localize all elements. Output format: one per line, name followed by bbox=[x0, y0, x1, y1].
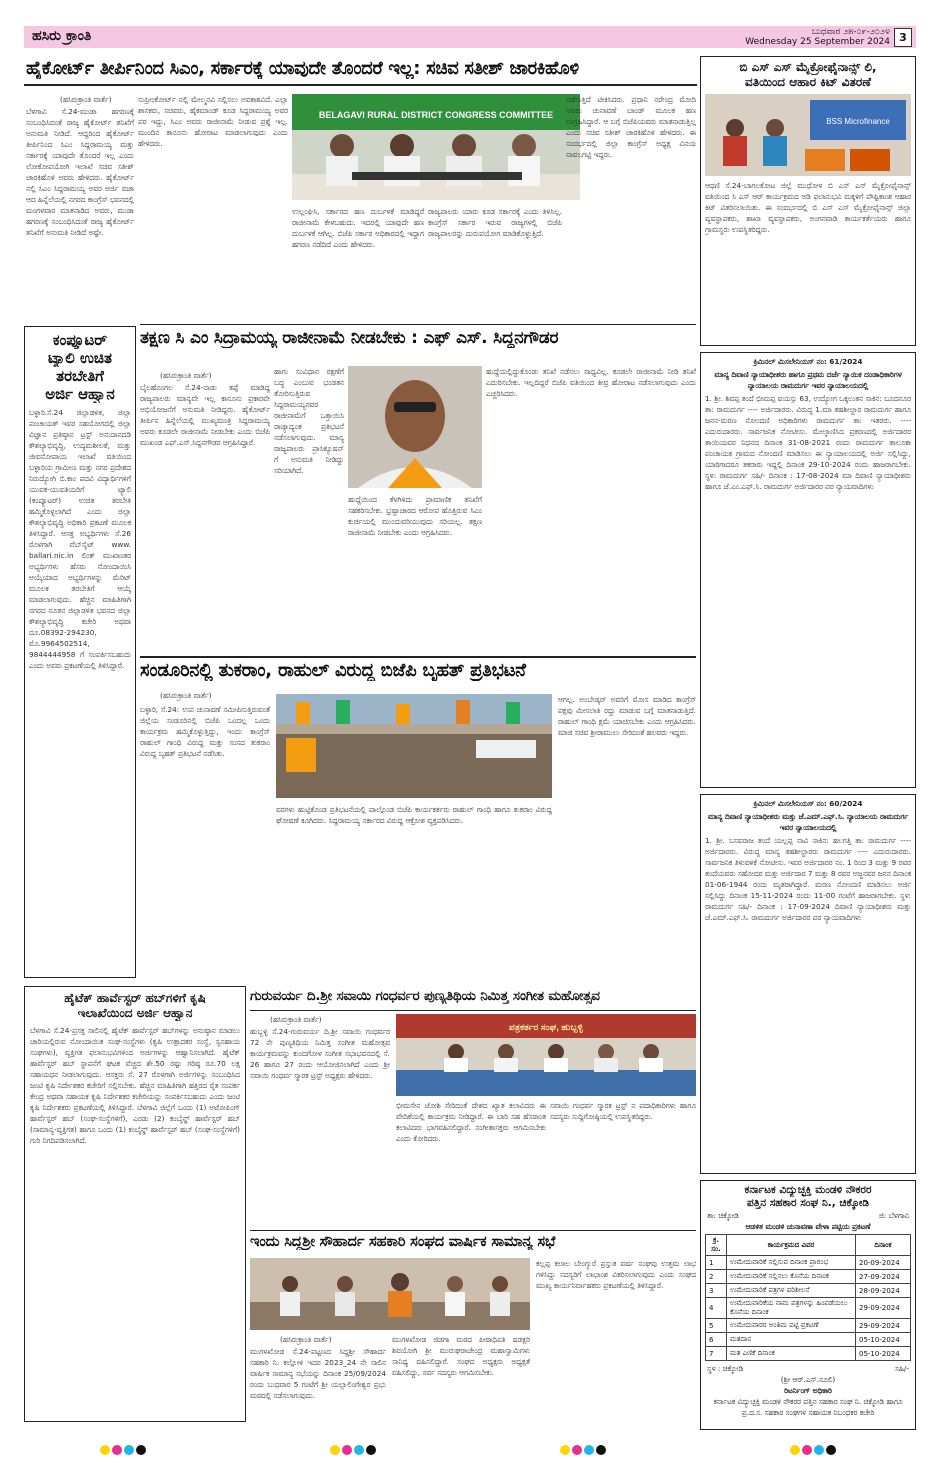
registration-marks-1 bbox=[100, 1440, 148, 1459]
lead-headline: ಹೈಕೋರ್ಟ್ ತೀರ್ಪಿನಿಂದ ಸಿಎಂ, ಸರ್ಕಾರಕ್ಕೆ ಯಾವುದೇ ತೊಂದರೆ ಇಲ್ಲ: ಸಚಿವ ಸತೀಶ್ ಜಾರಕಿಹೊಳಿ bbox=[26, 58, 579, 79]
reg-dot-magenta bbox=[342, 1445, 352, 1455]
reg-dot-cyan bbox=[354, 1445, 364, 1455]
bss-body: ಆಥಣಿ ಸೆ.24-ಬಾಗಲಕೋಟ ಜಿಲ್ಲೆ ಮುಧೋಳ ಬಿ ಎಸ್ ಎಸ್ ಮೈಕ್ರೋಫೈನಾನ್ಸ್ ವತಿಯಿಂದ ಸಿ ಎಸ್ ಆರ್ ಕಾರ್ಯಕ್ರಮದ ಅಡಿ ಫಲಾನುಭವಿ ಮಕ್ಕಳಿಗೆ ಪೌಷ್ಟಿಕಾಂಶ ಆಹಾರ ಕಿಟ್ ವಿತರಿಸಲಾಯಿತು. ಈ ಸಂದರ್ಭದಲ್ಲಿ ಬಿ ಎಸ್ ಎಸ್ ಮೈಕ್ರೋಫೈನಾನ್ಸ್ ಜಿಲ್ಲಾ ವ್ಯವಸ್ಥಾಪಕರು, ಶಾಖಾ ವ್ಯವಸ್ಥಾಪಕರು, ಅಂಗನವಾಡಿ ಕಾರ್ಯಕರ್ತೆಯರು ಹಾಗೂ ಗ್ರಾಮಸ್ಥರು ಉಪಸ್ಥಿತರಿದ್ದರು. bbox=[705, 181, 911, 234]
newspaper-name: ಹಸಿರು ಕ್ರಾಂತಿ bbox=[32, 28, 92, 44]
bss-headline-line2: ವತಿಯಿಂದ ಆಹಾರ ಕಿಟ್ ವಿತರಣೆ bbox=[745, 75, 871, 89]
siddanagoudar-photo-image bbox=[348, 366, 482, 488]
bss-photo-image bbox=[705, 94, 911, 176]
election-title-line1: ಕರ್ನಾಟಕ ವಿದ್ಯುಚ್ಛಕ್ತಿ ಮಂಡಳಿ ನೌಕರರ bbox=[744, 1184, 872, 1196]
registration-marks-4 bbox=[790, 1440, 838, 1459]
third-dateline: (ಹಸಿರುಕ್ರಾಂತಿ ವಾರ್ತೆ) bbox=[160, 691, 212, 700]
lead-rule bbox=[24, 84, 697, 86]
lead-col-1: ಬೆಳಗಾವಿ ಸೆ.24-ಮುಡಾ ಹಗರಣಕ್ಕೆ ಸಂಬಂಧಿಸಿದಂತೆ ರಾಜ್ಯ ಹೈಕೋರ್ಟ್ ತನಿಖೆಗೆ ಅನುಮತಿ ನೀಡಿದೆ. ಆದ್ದರಿಂದ ಹೈಕೋರ್ಟ್ ತೀರ್ಪಿನಿಂದ ಸಿಎಂ ಸಿದ್ದರಾಮಯ್ಯ ಮತ್ತು ಸರ್ಕಾರಕ್ಕೆ ಯಾವುದೇ ತೊಂದರೆ ಇಲ್ಲ ಎಂದು ಲೋಕೋಪಯೋಗಿ ಇಲಾಖೆ ಸಚಿವ ಸತೀಶ್ ಜಾರಕಿಹೊಳಿ ಅವರು ಹೇಳಿದರು. ಹೈಕೋರ್ಟ್ ನಲ್ಲಿ ಸಿಎಂ ಸಿದ್ದರಾಮಯ್ಯ ಅವರ ಅರ್ಜಿ ವಜಾ ಆದ ಹಿನ್ನೆಲೆಯಲ್ಲಿ ನಗರದ ಕಾಂಗ್ರೆಸ್ ಭವನದಲ್ಲಿ ಮಂಗಳವಾರ ಮಾತನಾಡಿದ ಅವರು, ಮುಡಾ ಹಗರಣಕ್ಕೆ ಸಂಬಂಧಿಸಿದಂತೆ ರಾಜ್ಯ ಹೈಕೋರ್ಟ್ ತನಿಖೆಗೆ ಅನುಮತಿ ನೀಡಿದೆ ಅಷ್ಟೇ. bbox=[26, 107, 134, 237]
reg-dot-black bbox=[596, 1445, 606, 1455]
second-col-4: ಹುದ್ದೆಯಲ್ಲಿದ್ದುಕೊಂಡು ತನಿಖೆ ನಡೆಸಲು ಸಾಧ್ಯವಿಲ್ಲ. ಕೂಡಲೇ ರಾಜೀನಾಮೆ ನೀಡಿ ತನಿಖೆ ಎದುರಿಸಬೇಕು. ಇಲ್ಲದಿದ್ದರೆ ಬಿಜೆಪಿ ವತಿಯಿಂದ ತೀವ್ರ ಹೋರಾಟ ನಡೆಸಲಾಗುವುದು ಎಂದು ಎಚ್ಚರಿಸಿದರು. bbox=[486, 367, 696, 398]
bss-story bbox=[700, 56, 916, 346]
election-officer-name: (ಶ್ರೀ ಆರ್.ಎಸ್.ನೂಲಿ) bbox=[780, 1375, 836, 1384]
reg-dot-yellow bbox=[100, 1445, 110, 1455]
reg-dot-cyan bbox=[124, 1445, 134, 1455]
election-table-header bbox=[706, 1235, 911, 1256]
election-officer-org: ಕರ್ನಾಟಕ ವಿದ್ಯುಚ್ಛಕ್ತಿ ಮಂಡಳಿ ನೌಕರರ ಪತ್ತಿನ ಸಹಕಾರ ಸಂಘ ನಿ. ಚಿಕ್ಕೋಡಿ ಹಾಗೂ ಪ್ರ.ದ.ಸ. ಸಹಕಾರ ಸಂಘಗಳ ಸಹಾಯಕ ನಿಬಂಧಕರ ಕಚೇರಿ bbox=[713, 1397, 903, 1417]
row-activity: ಉಮೇದುವಾರಿಕೆ ಪತ್ರಗಳ ಪರಿಶೀಲನೆ bbox=[727, 1284, 856, 1298]
row-date: 05-10-2024 bbox=[856, 1347, 911, 1361]
souharda-rule bbox=[250, 1230, 696, 1231]
table-row bbox=[706, 1298, 911, 1319]
row-no: 4 bbox=[706, 1298, 727, 1319]
notice1-case-no: ಕ್ರಿಮಿನಲ್ ಮಿಸಲೇನಿಯಸ್ ನಂ: 61/2024 bbox=[753, 357, 863, 366]
col-no-header: ಕ್ರ. ಸಂ. bbox=[706, 1235, 727, 1256]
election-reg-left: ತಾ: ಚಿಕ್ಕೋಡಿ bbox=[707, 1211, 739, 1220]
press-meet-photo bbox=[396, 1014, 696, 1096]
second-dateline: (ಹಸಿರುಕ್ರಾಂತಿ ವಾರ್ತೆ) bbox=[160, 371, 212, 380]
notice2-case-no: ಕ್ರಿಮಿನಲ್ ಮಿಸಲೇನಿಯಸ್ ನಂ: 60/2024 bbox=[753, 799, 863, 808]
page-header bbox=[24, 26, 916, 48]
row-no: 1 bbox=[706, 1256, 727, 1270]
hitech-story bbox=[24, 986, 246, 1422]
second-col-2: ಹಾಗು ಸಂವಿಧಾನ ರಕ್ಷಣೆಗೆ ಬದ್ಧ ಎಂಬುವ ಭಂಡತನ ತೋರಿಸುತ್ತಿರುವ ಸಿದ್ದರಾಮಯ್ಯನವರ ರಾಜೀನಾಮೆಗೆ ಒತ್ತಾಯಿಸಿ ರಾಜ್ಯಾದ್ಯಂತ ಪ್ರತಿಭಟನೆ ನಡೆಸಲಾಗುವುದು. ಮಾನ್ಯ ರಾಜ್ಯಪಾಲರು ಪ್ರಾಸಿಕ್ಯೂಷನ್ ಗೆ ಅನುಮತಿ ನೀಡಿದ್ದು ಸರಿಯಾಗಿದೆ. bbox=[274, 367, 344, 475]
election-reg-right: ಜಿ: ಬೆಳಗಾವಿ bbox=[878, 1211, 909, 1220]
reg-dot-black bbox=[136, 1445, 146, 1455]
reg-dot-cyan bbox=[814, 1445, 824, 1455]
notice1-court: ಮಾನ್ಯ ದಿವಾಣಿ ನ್ಯಾಯಾಧೀಶರು ಹಾಗೂ ಪ್ರಥಮ ದರ್ಜೆ ನ್ಯಾಯಿಕ ದಂಡಾಧಿಕಾರಿಗಳ ನ್ಯಾಯಾಲಯ ರಾಮದುರ್ಗ ಇವರ ನ್ಯಾಯಾಲಯದಲ್ಲಿ bbox=[714, 370, 902, 390]
lead-photo-banner: BELAGAVI RURAL DISTRICT CONGRESS COMMITTEE bbox=[318, 110, 554, 120]
row-activity: ಮತ ಎಣಿಕೆ ದಿನಾಂಕ bbox=[727, 1347, 856, 1361]
election-officer-title: ರಿಟರ್ನಿಂಗ್ ಅಧಿಕಾರಿ bbox=[784, 1386, 832, 1395]
lead-col-2: ಸುಪ್ರೀಂಕೋರ್ಟ್ ನಲ್ಲಿ ಮೇಲ್ಮನವಿ ಸಲ್ಲಿಸಲು ಅವಕಾಶವಿದೆ. ಎಲ್ಲಾ ಶಾಸಕರು, ಸಚಿವರು, ಹೈಕಮಾಂಡ್ ಕೂಡ ಸಿದ್ದರಾಮಯ್ಯ ಅವರ ಪರ ಇದ್ದು, ಸಿಎಂ ಅವರು ರಾಜೀನಾಮೆ ನೀಡುವ ಪ್ರಶ್ನೆ ಇಲ್ಲ. ಮುಂದಿನ ಕಾನೂನು ಹೋರಾಟ ಮಾಡಲಾಗುವುದು ಎಂದು ಹೇಳಿದರು. bbox=[138, 95, 288, 148]
reg-dot-yellow bbox=[330, 1445, 340, 1455]
third-col-1: ಬಳ್ಳಾರಿ, ಸೆ.24: ಉಪ ಚುನಾವಣೆ ಸಮೀಪಿಸುತ್ತಿರುವಂತೆ ಜಿಲ್ಲೆಯ ಸಂಡೂರಿನಲ್ಲಿ ಬಿಜೆಪಿ ಒಂದಲ್ಲ ಒಂದು ಕಾರ್ಯಕ್ರಮ ಹಮ್ಮಿಕೊಳ್ಳುತ್ತಿದ್ದು, ಇಂದು ಕಾಂಗ್ರೆಸ್ ರಾಹುಲ್ ಗಾಂಧಿ ವಿರುದ್ದ ಮತ್ತು ಸಂಸದ ತುಕರಾಂ ವಿರುದ್ದ ಬೃಹತ್ ಪ್ರತಿಭಟನೆ ನಡೆಸಿತು. bbox=[140, 705, 270, 758]
reg-dot-magenta bbox=[112, 1445, 122, 1455]
row-date: 20-09-2024 bbox=[856, 1256, 911, 1270]
souharda-headline: ಇಂದು ಸಿದ್ದಶ್ರೀ ಸೌಹಾರ್ದ ಸಹಕಾರಿ ಸಂಘದ ವಾರ್ಷಿಕ ಸಾಮಾನ್ಯ ಸಭೆ bbox=[250, 1234, 556, 1250]
hitech-headline-line2: ಇಲಾಖೆಯಿಂದ ಅರ್ಜಿ ಆಹ್ವಾನ bbox=[77, 1006, 193, 1020]
music-rule bbox=[250, 1010, 696, 1011]
table-row bbox=[706, 1284, 911, 1298]
siddanagoudar-photo bbox=[348, 366, 482, 488]
reg-dot-yellow bbox=[560, 1445, 570, 1455]
court-notice-1 bbox=[700, 352, 916, 788]
table-row bbox=[706, 1256, 911, 1270]
issue-date-kannada: ಬುಧವಾರ ೨೫-೦೯-೨೦೨೪ bbox=[811, 27, 890, 37]
table-row bbox=[706, 1347, 911, 1361]
lead-col-4: ರಾಜ್ಯಪಾಲರು ಯಾರು ಕೂಡ ಸರ್ಕಾರಕ್ಕೆ ಎಂದು ತಿಳಿಸಿಲ್ಲ. ಕಾಂಗ್ರೆಸ್ ಸರ್ಕಾರ ಇರುವ ರಾಜ್ಯಗಳಲ್ಲಿ ಬಿಜೆಪಿ ರಾಜ್ಯಪಾಲರನ್ನು ದುರುಪಯೋಗ ಮಾಡಿಕೊಳ್ಳುತ್ತಿದೆ. bbox=[428, 207, 562, 238]
table-row bbox=[706, 1270, 911, 1284]
election-notice bbox=[700, 1180, 916, 1430]
protest-photo-image bbox=[276, 694, 552, 798]
bss-photo-banner: BSS Microfinance bbox=[826, 117, 890, 126]
election-reg-row bbox=[707, 1210, 909, 1221]
reg-dot-black bbox=[826, 1445, 836, 1455]
protest-photo bbox=[276, 694, 552, 798]
lead-col-3: ಉಲ್ಲಂಘಿಸಿ, ಸರ್ಕಾರದ ಹಣ ದುರ್ಬಳಕೆ ಮಾಡಿದ್ದರೆ ರಾಜೀನಾಮೆ ಕೇಳಬಹುದು. ಇದರಲ್ಲಿ ಯಾವುದೇ ಹಣ ದುರ್ಬಳಕೆ ಆಗಿಲ್ಲ. ಬಿಜೆಪಿ ಸರ್ಕಾರ ಅಧಿಕಾರದಲ್ಲಿ ಇದ್ದಾಗ ಹಗರಣ ನಡೆದಿದೆ ಎಂದು ಹೇಳಿದರು. bbox=[292, 207, 424, 249]
election-sign: ಸಹಿ/- bbox=[895, 1364, 909, 1373]
bss-headline-line1: ಬಿ ಎಸ್ ಎಸ್ ಮೈಕ್ರೋಫೈನಾನ್ಸ್ ಲಿ, bbox=[739, 60, 877, 74]
election-footer-row bbox=[707, 1363, 909, 1374]
second-col-3: ಹುದ್ದೆಯಿಂದ ಕೆಳಗಿಳಿದು ಪ್ರಾಮಾಣಿಕ ತನಿಖೆಗೆ ಸಹಕರಿಸಬೇಕು. ಭ್ರಷ್ಟಾಚಾರದ ಆರೋಪ ಹೊತ್ತಿರುವ ಸಿಎಂ ಕುರ್ಚಿಯಲ್ಲಿ ಮುಂದುವರಿಯುವುದು ಸರಿಯಲ್ಲ. ತಕ್ಷಣ ರಾಜೀನಾಮೆ ನೀಡಬೇಕು ಎಂದು ಆಗ್ರಹಿಸಿದರು. bbox=[348, 495, 482, 537]
souharda-col-1: ಮುಗಳಖೋಡ ಸೆ.24-ಪಟ್ಟಣದ ಸಿದ್ದಶ್ರೀ ಸೌಹಾರ್ದ ಸಹಕಾರಿ ನಿ. ಕಲ್ಲೋಳಿ ಇದರ 2023_24 ನೇ ಸಾಲಿನ ವಾರ್ಷಿಕ ಸಾಮಾನ್ಯ ಸಭೆಯನ್ನು ದಿನಾಂಕ 25/09/2024 ರಂದು ಬುಧವಾರ 5 ಗಂಟೆಗೆ ಶ್ರೀ ಯಲ್ಲಾಲಿಂಗೇಶ್ವರ ಪ್ರಭು ಮಠದಲ್ಲಿ ನಡೆಸಲಾಗುವುದು. bbox=[250, 1347, 386, 1400]
hitech-headline-line1: ಹೈಟೆಕ್ ಹಾರ್ವೆಸ್ಟರ್ ಹಬ್‌ಗಳಿಗೆ ಕೃಷಿ bbox=[64, 991, 206, 1005]
election-table-wrap bbox=[705, 1234, 911, 1361]
table-row bbox=[706, 1333, 911, 1347]
press-meet-photo-image bbox=[396, 1014, 696, 1096]
notice2-court: ಮಾನ್ಯ ದಿವಾಣಿ ನ್ಯಾಯಾಧೀಶರು ಮತ್ತು ಜೆ.ಎಮ್.ಎಫ್.ಸಿ. ನ್ಯಾಯಾಲಯ ರಾಮದುರ್ಗ ಇವರ ನ್ಯಾಯಾಲಯದಲ್ಲಿ bbox=[707, 812, 909, 832]
souharda-col-2: ಮುಗಳಖೋಡ ಜಿಡಗಾ ಮಠದ ಪೀಠಾಧಿಪತಿ ಷಡಕ್ಷರಿ ಶಿವಯೋಗಿ ಶ್ರೀ ಮುರುಘರಾಜೇಂದ್ರ ಮಹಾಸ್ವಾಮಿಗಳು ಸಾನಿಧ್ಯ ವಹಿಸಲಿದ್ದಾರೆ. ಸಂಘದ ಅಧ್ಯಕ್ಷರು ಅಧ್ಯಕ್ಷತೆ ವಹಿಸಲಿದ್ದು, ಸರ್ವ ಸದಸ್ಯರು ಆಗಮಿಸಬೇಕು. bbox=[392, 1335, 530, 1377]
election-subtitle: ಆಡಳಿತ ಮಂಡಳಿ ಚುನಾವಣಾ ವೇಳಾ ಪಟ್ಟಿಯ ಪ್ರಕಟಣೆ bbox=[745, 1222, 871, 1231]
row-date: 29-09-2024 bbox=[856, 1298, 911, 1319]
tally-title-line1: ಕಂಪ್ಯೂಟರ್ bbox=[52, 331, 108, 349]
third-col-2: ವರಗಳು ಹುಟ್ಟಿಕೊಂಡ ಪ್ರತಿಭಟನೆಯಲ್ಲಿ ಪಾಲ್ಗೊಂಡ ಬಿಜೆಪಿ ಕಾರ್ಯಕರ್ತರು ರಾಹುಲ್ ಗಾಂಧಿ ಹಾಗೂ ತುಕರಾಂ ವಿರುದ್ದ ಘೋಷಣೆ ಕೂಗಿದರು. ಸಿದ್ದರಾಮಯ್ಯ ಸರ್ಕಾರದ ವಿರುದ್ದ ಆಕ್ರೋಶ ವ್ಯಕ್ತಪಡಿಸಿದರು. bbox=[276, 805, 552, 825]
registration-marks-3 bbox=[560, 1440, 608, 1459]
tally-title-line3: ತರಬೇತಿಗೆ bbox=[56, 367, 104, 385]
table-row bbox=[706, 1319, 911, 1333]
row-no: 3 bbox=[706, 1284, 727, 1298]
lead-col-5: ನಡೆಸುತ್ತಿದೆ ಟೀಕಿಸಿದರು. ಪ್ರಧಾನಿ ನರೇಂದ್ರ ಮೋದಿ ಅವರು ಚುನಾವಣೆ ಬಾಂಡ್ ಮೂಲಕ ಹಣ ಸಂಗ್ರಹಿಸಿದ್ದಾರೆ. ಆ ಬಗ್ಗೆ ಬಿಜೆಪಿಯವರು ಮಾತನಾಡುತ್ತಿಲ್ಲ ಎಂದು ಸಚಿವ ಸತೀಶ್ ಜಾರಕಿಹೊಳಿ ಹೇಳಿದರು. ಈ ಸಂದರ್ಭದಲ್ಲಿ ಜಿಲ್ಲಾ ಕಾಂಗ್ರೆಸ್ ಅಧ್ಯಕ್ಷ ವಿನಯ ನಾವಲಗಟ್ಟಿ ಇದ್ದರು. bbox=[566, 95, 696, 159]
issue-date-english: Wednesday 25 September 2024 bbox=[745, 37, 890, 47]
tally-title-line2: ಟ್ಯಾಲಿ ಉಚಿತ bbox=[48, 349, 112, 367]
notice2-body: 1. ಶ್ರೀ. ಬಸವರಾಜ ತಂದೆ ಯಲ್ಲಪ್ಪ ನಾವಿ ಸಾಕಿನ: ಹಲಗತ್ತಿ ತಾ: ರಾಮದುರ್ಗ ---- ಅರ್ಜಿದಾರರು. ವಿರುದ್ಧ ಮಾನ್ಯ ತಹಶೀಲ್ದಾರರು ರಾಮದುರ್ಗ ---- ಎದುರುದಾರರು. ಸಾರ್ವಜನಿಕ ತಿಳುವಳಿಕೆ ನೋಟೀಸು. ಇವರ ಅರ್ಜಿದಾರರ ನಂ. 1 ರಿಂದ 3 ಮತ್ತು 9 ರವರ ತಂದೆಯವರು ಸಹೋದರ ಮತ್ತು ಅರ್ಜಿದಾರ 7 ಮತ್ತು 8 ರವರ ಅಜ್ಜನವರ ಜನನ ದಿನಾಂಕ 01-06-1944 ರಂದು ಮೃತರಾಗಿದ್ದಾರೆ. ಮರಣ ನೋಂದಣಿ ಮಾಡಿಸಲು ಅರ್ಜಿ ಸಲ್ಲಿಸಿದ್ದು ದಿನಾಂಕ 15-11-2024 ರಂದು 11-00 ಗಂಟೆಗೆ ಹಾಜರಾಗಬೇಕು. ಸ್ಥಳ: ರಾಮದುರ್ಗ ಸಹಿ/- ದಿನಾಂಕ : 17-09-2024 ದಿವಾಣಿ ನ್ಯಾಯಾಧೀಶರು ಮತ್ತು ಜೆ.ಎಮ್.ಎಫ್.ಸಿ. ರಾಮದುರ್ಗ ಅರ್ಜಿದಾರರ ಪರ ನ್ಯಾಯವಾದಿಗಳು bbox=[705, 836, 911, 922]
reg-dot-magenta bbox=[802, 1445, 812, 1455]
page-number: 3 bbox=[894, 28, 912, 47]
reg-dot-yellow bbox=[790, 1445, 800, 1455]
row-activity: ಉಮೇದುವಾರರ ಅಂತಿಮ ಪಟ್ಟಿ ಪ್ರಕಟಣೆ bbox=[727, 1319, 856, 1333]
reg-dot-black bbox=[366, 1445, 376, 1455]
election-title-line2: ಪತ್ತಿನ ಸಹಕಾರ ಸಂಘ ನಿ., ಚಿಕ್ಕೋಡಿ bbox=[747, 1197, 869, 1209]
court-notice-2 bbox=[700, 794, 916, 1174]
row-no: 5 bbox=[706, 1319, 727, 1333]
second-headline: ತಕ್ಷಣ ಸಿ ಎಂ ಸಿದ್ರಾಮಯ್ಯ ರಾಜೀನಾಮೆ ನೀಡಬೇಕು : ಎಫ್ ಎಸ್. ಸಿದ್ದನಗೌಡರ bbox=[140, 328, 559, 348]
music-headline: ಗುರುವರ್ಯ ದಿ.ಶ್ರೀ ಸವಾಯಿ ಗಂಧರ್ವರ ಪುಣ್ಯತಿಥಿಯ ನಿಮಿತ್ತ ಸಂಗೀತ ಮಹೋತ್ಸವ bbox=[250, 988, 600, 1004]
row-no: 7 bbox=[706, 1347, 727, 1361]
issue-date bbox=[745, 27, 890, 47]
second-col-1: ಬೈಲಹೊಂಗಲ ಸೆ.24-ನಾಡು ತಪ್ಪೆ ಮಾಡಿದ್ದ ರಾಜ್ಯಪಾಲರು ಮಾನ್ಯವೇ ಇಲ್ಲ ಕಾನೂನು ಪ್ರಕಾರವೇ ಅಭಿಯೋಜನೆಗೆ ಅನುಮತಿ ನೀಡಿದ್ದರು. ಹೈಕೋರ್ಟ್ ತೀರ್ಪಿನ ಹಿನ್ನೆಲೆಯಲ್ಲಿ ಮುಖ್ಯಮಂತ್ರಿ ಸಿದ್ದರಾಮಯ್ಯ ಅವರು ಕೂಡಲೇ ರಾಜೀನಾಮೆ ನೀಡಬೇಕು ಎಂದು ಬಿಜೆಪಿ ಮುಖಂಡ ಎಫ್.ಎಸ್.ಸಿದ್ದನಗೌಡರ ಆಗ್ರಹಿಸಿದ್ದಾರೆ. bbox=[140, 383, 270, 447]
press-meet-banner: ಪತ್ರಕರ್ತರ ಸಂಘ, ಹುಬ್ಬಳ್ಳಿ bbox=[509, 1022, 583, 1032]
row-activity: ಉಮೇದುವಾರಿಕೆಯ ನಾಮ ಪತ್ರಗಳನ್ನು ಹಿಂಪಡೆಯಲು ಕೊನೆಯ ದಿನಾಂಕ bbox=[727, 1298, 856, 1319]
row-activity: ಉಮೇದುವಾರಿಕೆ ಸಲ್ಲಿಸಲು ಕೊನೆಯ ದಿನಾಂಕ bbox=[727, 1270, 856, 1284]
music-dateline: (ಹಸಿರುಕ್ರಾಂತಿ ವಾರ್ತೆ) bbox=[270, 1015, 322, 1024]
music-col-3: ಸವಾಯಿ ಗಂಧರ್ವ ಸ್ಮಾರಕ ಟ್ರಸ್ಟ್ ನ ಪದಾಧಿಕಾರಿಗಳು ಹಾಗೂ ಸದಸ್ಯರು ಸುದ್ದಿಗೋಷ್ಠಿಯಲ್ಲಿ ಉಪಸ್ಥಿತರಿದ್ದರು. bbox=[550, 1101, 696, 1121]
third-rule-top bbox=[140, 656, 696, 658]
row-activity: ಉಮೇದುವಾರಿಕೆ ಸಲ್ಲಿಸುವ ದಿನಾಂಕ ಪ್ರಾರಂಭ bbox=[727, 1256, 856, 1270]
third-col-3: ಆಗಲ್ಲ. ಅಂಬೇಡ್ಕರ್ ಅವರಿಗೆ ಮೋಸ ಮಾಡಿದ ಕಾಂಗ್ರೆಸ್ ಪಕ್ಷವು ಮೀಸಲಾತಿ ರದ್ದು ಮಾಡುವ ಬಗ್ಗೆ ಮಾತನಾಡುತ್ತಿದೆ. ರಾಹುಲ್ ಗಾಂಧಿ ಕ್ಷಮೆ ಯಾಚಿಸಬೇಕು ಎಂದು ಆಗ್ರಹಿಸಿದರು. ಮಾಜಿ ಸಚಿವ ಶ್ರೀರಾಮುಲು ಸೇರಿದಂತೆ ಹಲವರು ಇದ್ದರು. bbox=[558, 695, 696, 737]
lead-dateline: (ಹಸಿರುಕ್ರಾಂತಿ ವಾರ್ತೆ) bbox=[60, 95, 112, 104]
row-no: 6 bbox=[706, 1333, 727, 1347]
bss-photo bbox=[705, 94, 911, 176]
row-activity: ಮತದಾನ bbox=[727, 1333, 856, 1347]
election-place: ಸ್ಥಳ : ಚಿಕ್ಕೋಡಿ bbox=[707, 1364, 744, 1373]
reg-dot-cyan bbox=[584, 1445, 594, 1455]
col-date-header: ದಿನಾಂಕ bbox=[856, 1235, 911, 1256]
tally-title-line4: ಅರ್ಜಿ ಆಹ್ವಾನ bbox=[45, 385, 115, 403]
row-no: 2 bbox=[706, 1270, 727, 1284]
music-col-2: ಭೀಮಸೇನ ಜೋಶಿ ಸೇರಿದಂತೆ ದೇಶದ ಖ್ಯಾತ ಕಲಾವಿದರು ಈ ವೇದಿಕೆಯಲ್ಲಿ ಕಾರ್ಯಕ್ರಮ ನೀಡಿದ್ದಾರೆ. ಈ ಬಾರಿ ಸಹ ಹೆಸರಾಂತ ಕಲಾವಿದರು ಭಾಗವಹಿಸಲಿದ್ದಾರೆ. ಸಂಗೀತಾಸಕ್ತರು ಆಗಮಿಸಬೇಕು ಎಂದು ಕೋರಿದರು. bbox=[396, 1101, 546, 1143]
hitech-body: ಬೆಳಗಾವಿ ಸೆ.24-ಪ್ರಸಕ್ತ ಸಾಲಿನಲ್ಲಿ ಹೈಟೆಕ್ ಹಾರ್ವೆಸ್ಟರ್ ಹಬ್‌ಗಳನ್ನು ಅನುಷ್ಠಾನ ಮಾಡಲು ಜಾರಿಯಲ್ಲಿರುವ ನೋಂದಾಯಿತ ಸಂಘ-ಸಂಸ್ಥೆಗಳು (ಕೃಷಿ ಉತ್ಪಾದಕರ ಸಂಸ್ಥೆ, ಸ್ವಸಹಾಯ ಸಂಘಗಳು), ವ್ಯಕ್ತಿಗತ ಫಲಾನುಭವಿಗಳಿಂದ ಅರ್ಜಿಗಳನ್ನು ಆಹ್ವಾನಿಸಲಾಗಿದೆ. ಹೈಟೆಕ್ ಹಾರ್ವೆಸ್ಟರ್ ಹಬ್ ಸ್ಥಾಪನೆಗೆ ಘಟಕ ವೆಚ್ಚದ ಶೇ.50 ರಷ್ಟು ಗರಿಷ್ಠ ರೂ.70 ಲಕ್ಷ ಸಹಾಯಧನ ನೀಡಲಾಗುವುದು. ಆಸಕ್ತರು ಸೆ. 27 ರೊಳಗಾಗಿ ಅರ್ಜಿಗಳನ್ನು ಸಂಬಂಧಿಸಿದ ಜಂಟಿ ಕೃಷಿ ನಿರ್ದೇಶಕರ ಕಚೇರಿಗೆ ಸಲ್ಲಿಸಬೇಕು. ಹೆಚ್ಚಿನ ಮಾಹಿತಿಗಾಗಿ ಹತ್ತಿರದ ರೈತ ಸಂಪರ್ಕ ಕೇಂದ್ರ ಅಥವಾ ಸಹಾಯಕ ಕೃಷಿ ನಿರ್ದೇಶಕರ ಕಚೇರಿಯನ್ನು ಸಂಪರ್ಕಿಸಬಹುದು ಎಂದು ಜಂಟಿ ಕೃಷಿ ನಿರ್ದೇಶಕರು ಪ್ರಕಟಣೆಯಲ್ಲಿ ತಿಳಿಸಿದ್ದಾರೆ. ಬೆಳಗಾವಿ ಜಿಲ್ಲೆಗೆ ಒಂದು (1) ಅಟೋಪಿಂಗ್ ಹಾರ್ವೆಸ್ಟರ್ ಹಬ್ (ಸಂಘ-ಸಂಸ್ಥೆಗಳಿಗೆ), ಎರಡು (2) ಕಂಬೈನ್ಡ್ ಹಾರ್ವೆಸ್ಟರ್ ಹಬ್ (ಸಾಮಾನ್ಯ-ವ್ಯಕ್ತಿಗತ) ಹಾಗೂ ಒಂದು (1) ಕಂಬೈನ್ಡ್ ಹಾರ್ವೆಸ್ಟರ್ ಹಬ್ (ಸಂಘ-ಸಂಸ್ಥೆಗಳಿಗೆ) ಗುರಿ ನಿಗದಿಪಡಿಸಲಾಗಿದೆ. bbox=[30, 1026, 240, 1145]
row-date: 28-09-2024 bbox=[856, 1284, 911, 1298]
souharda-photo bbox=[250, 1258, 530, 1330]
tally-body: ಬಳ್ಳಾರಿ.ಸೆ.24 ಜಿಲ್ಲಾಡಳಿತ, ಜಿಲ್ಲಾ ಪಂಚಾಯತ್ ಇವರ ಸಹಯೋಗದಲ್ಲಿ ಜಿಲ್ಲಾ ವಿಜ್ಞಾನ ಪ್ರತಿಷ್ಠಾನ ಟ್ರಸ್ಟ್ ಅನುದಾನದಡಿ ಕೌಶಲ್ಯಾಭಿವೃದ್ಧಿ, ಉದ್ಯಮಶೀಲತೆ, ಮತ್ತು ಜೀವನೋಪಾಯ ಇಲಾಖೆ ವತಿಯಿಂದ ಬಳ್ಳಾರಿಯ ಗ್ರಾಮೀಣ ಮತ್ತು ನಗರ ಪ್ರದೇಶದ ನಿರುದ್ಯೋಗಿ ಬಿ.ಕಾಂ ಪದವಿ ವಿದ್ಯಾರ್ಥಿಗಳಿಗೆ ಯುವಕ-ಯುವತಿಯರಿಗೆ ಟ್ಯಾಲಿ (ಕಂಪ್ಯೂಟರ್) ಉಚಿತ ತರಬೇತಿ ಹಮ್ಮಿಕೊಳ್ಳಲಾಗಿದೆ ಎಂದು ಜಿಲ್ಲಾ ಕೌಶಲ್ಯಾಭಿವೃದ್ಧಿ ಅಧಿಕಾರಿ ಪ್ರಕಟಣೆ ಮೂಲಕ ತಿಳಿಸಿದ್ದಾರೆ. ಆಸಕ್ತ ಅಭ್ಯರ್ಥಿಗಳು ಸೆ.26 ರೊಳಗಾಗಿ ವೆಬ್‌ಸೈಟ್ www. ballari.nic.in ಲಿಂಕ್ ಮುಖಾಂತರ ಅಭ್ಯರ್ಥಿಗಳು ಹೆಸರು ನೋಂದಾಯಿಸಿ ಆಯ್ಕೆಯಾದ ಅಭ್ಯರ್ಥಿಗಳನ್ನು ಮೆರಿಟ್ ಮೂಲಕ ತರಬೇತಿಗೆ ಆಯ್ಕೆ ಮಾಡಲಾಗುವುದು. ಹೆಚ್ಚಿನ ಮಾಹಿತಿಗಾಗಿ ನಗರದ ನೂತನ ಜಿಲ್ಲಾಡಳಿತ ಭವನದ ಜಿಲ್ಲಾ ಕೌಶಲ್ಯಾಭಿವೃದ್ಧಿ ಕಚೇರಿ ಅಥವಾ ದೂ.08392-294230, ಮೊ.9964502514, 9844444958 ಗೆ ಸಂಪರ್ಕಿಸಬಹುದು ಎಂದು ಅವರು ಪ್ರಕಟಣೆಯಲ್ಲಿ ತಿಳಿಸಿದ್ದಾರೆ. bbox=[29, 408, 131, 670]
souharda-photo-image bbox=[250, 1258, 530, 1330]
second-rule-top bbox=[140, 324, 696, 325]
music-col-1: ಹುಬ್ಬಳ್ಳಿ ಸೆ.24-ಗುರುವರ್ಯ ದಿ.ಶ್ರೀ ಸವಾಯಿ ಗಂಧರ್ವರ 72 ನೇ ಪುಣ್ಯತಿಥಿಯ ನಿಮಿತ್ತ ಸಂಗೀತ ಮಹೋತ್ಸವ ಕಾರ್ಯಕ್ರಮವನ್ನು ಕುಂದಗೋಳ ಸಂಗೀತ ಸಭಾಭವನದಲ್ಲಿ ಸೆ. 26 ಹಾಗೂ 27 ರಂದು ಆಯೋಜಿಸಲಾಗಿದೆ ಎಂದು ಶ್ರೀ ಸವಾಯಿ ಗಂಧರ್ವ ಸ್ಮಾರಕ ಟ್ರಸ್ಟ್ ಅಧ್ಯಕ್ಷರು ಹೇಳಿದರು. bbox=[250, 1027, 390, 1080]
registration-marks-2 bbox=[330, 1440, 378, 1459]
notice1-body: 1. ಶ್ರೀ. ಶಿವಪ್ಪ ತಂದೆ ಭೀಮಪ್ಪ ವಯಸ್ಸು 63, ಉದ್ಯೋಗ ಒಕ್ಕಲುತನ ಸಾಕಿನ: ಬೂದನೂರ ತಾ: ರಾಮದುರ್ಗ ---- ಅರ್ಜಿದಾರರು. ವಿರುದ್ಧ 1.ಮಾ ತಹಶೀಲ್ದಾರ ರಾಮದುರ್ಗ ಹಾಗೂ ಜನನ-ಮರಣ ನೋಂದಣಿ ಅಧಿಕಾರಿಗಳು ರಾಮದುರ್ಗ ತಾ: ಇತರರು. ---- ಎದುರುದಾರರು. ಸಾರ್ವಜನಿಕ ನೋಟೀಸು. ಮೇಲ್ಕಾಣಿಸಿದ ಪ್ರಕರಣದಲ್ಲಿ ಅರ್ಜಿದಾರರ ತಾಯಿಯವರ ನಿಧನದ ದಿನಾಂಕ 31-08-2021 ರಂದು ರಾಮದುರ್ಗ ತಾಲೂಕಾ ಪಂಚಾಯತ ಗ್ರಾಮದ ನೋಂದಣಿ ಮಾಡಿಸಲು ಈ ನ್ಯಾಯಾಲಯದಲ್ಲಿ ಅರ್ಜಿ ಸಲ್ಲಿಸಿದ್ದು, ಯಾರಿಗಾದರೂ ತಕರಾರು ಇದ್ದಲ್ಲಿ ದಿನಾಂಕ 29-10-2024 ರಂದು ಹಾಜರಾಗಬೇಕು. ಸ್ಥಳ: ರಾಮದುರ್ಗ ಸಹಿ/- ದಿನಾಂಕ : 17-08-2024 ಮಾ ದಿವಾಣಿ ನ್ಯಾಯಾಧೀಶರು ಹಾಗೂ ಜೆ.ಎಂ.ಎಫ್.ಸಿ. ರಾಮದುರ್ಗ ಅರ್ಜಿದಾರರ ಪರ ನ್ಯಾಯವಾದಿಗಳು bbox=[705, 394, 911, 491]
election-schedule-table bbox=[705, 1234, 911, 1361]
souharda-dateline: (ಹಸಿರುಕ್ರಾಂತಿ ವಾರ್ತೆ) bbox=[280, 1335, 332, 1344]
row-date: 05-10-2024 bbox=[856, 1333, 911, 1347]
lead-photo bbox=[292, 94, 580, 200]
row-date: 29-09-2024 bbox=[856, 1319, 911, 1333]
lead-photo-image bbox=[292, 94, 580, 200]
third-headline: ಸಂಡೂರಿನಲ್ಲಿ ತುಕರಾಂ, ರಾಹುಲ್ ವಿರುದ್ದ ಬಿಜೆಪಿ ಬೃಹತ್ ಪ್ರತಿಭಟನೆ bbox=[140, 660, 526, 681]
col-activity-header: ಕಾರ್ಯಕ್ರಮದ ವಿವರ bbox=[727, 1235, 856, 1256]
row-date: 27-09-2024 bbox=[856, 1270, 911, 1284]
souharda-col-3: ಕಲ್ಲಪ್ಪ ಕಲಾಲ ಬೇಂಗ್ಯುರೆ ಪ್ರಸ್ತುತ ವರ್ಷ ಸಂಘವು ಉತ್ತಮ ಲಾಭ ಗಳಿಸಿದ್ದು ಸದಸ್ಯರಿಗೆ ಲಾಭಾಂಶ ವಿತರಿಸಲಾಗುವುದು ಎಂದು ಸಂಘದ ಮುಖ್ಯ ಕಾರ್ಯನಿರ್ವಾಹಕರು ಪ್ರಕಟಣೆಯಲ್ಲಿ ತಿಳಿಸಿದ್ದಾರೆ. bbox=[536, 1259, 696, 1290]
reg-dot-magenta bbox=[572, 1445, 582, 1455]
tally-ad bbox=[24, 326, 136, 978]
